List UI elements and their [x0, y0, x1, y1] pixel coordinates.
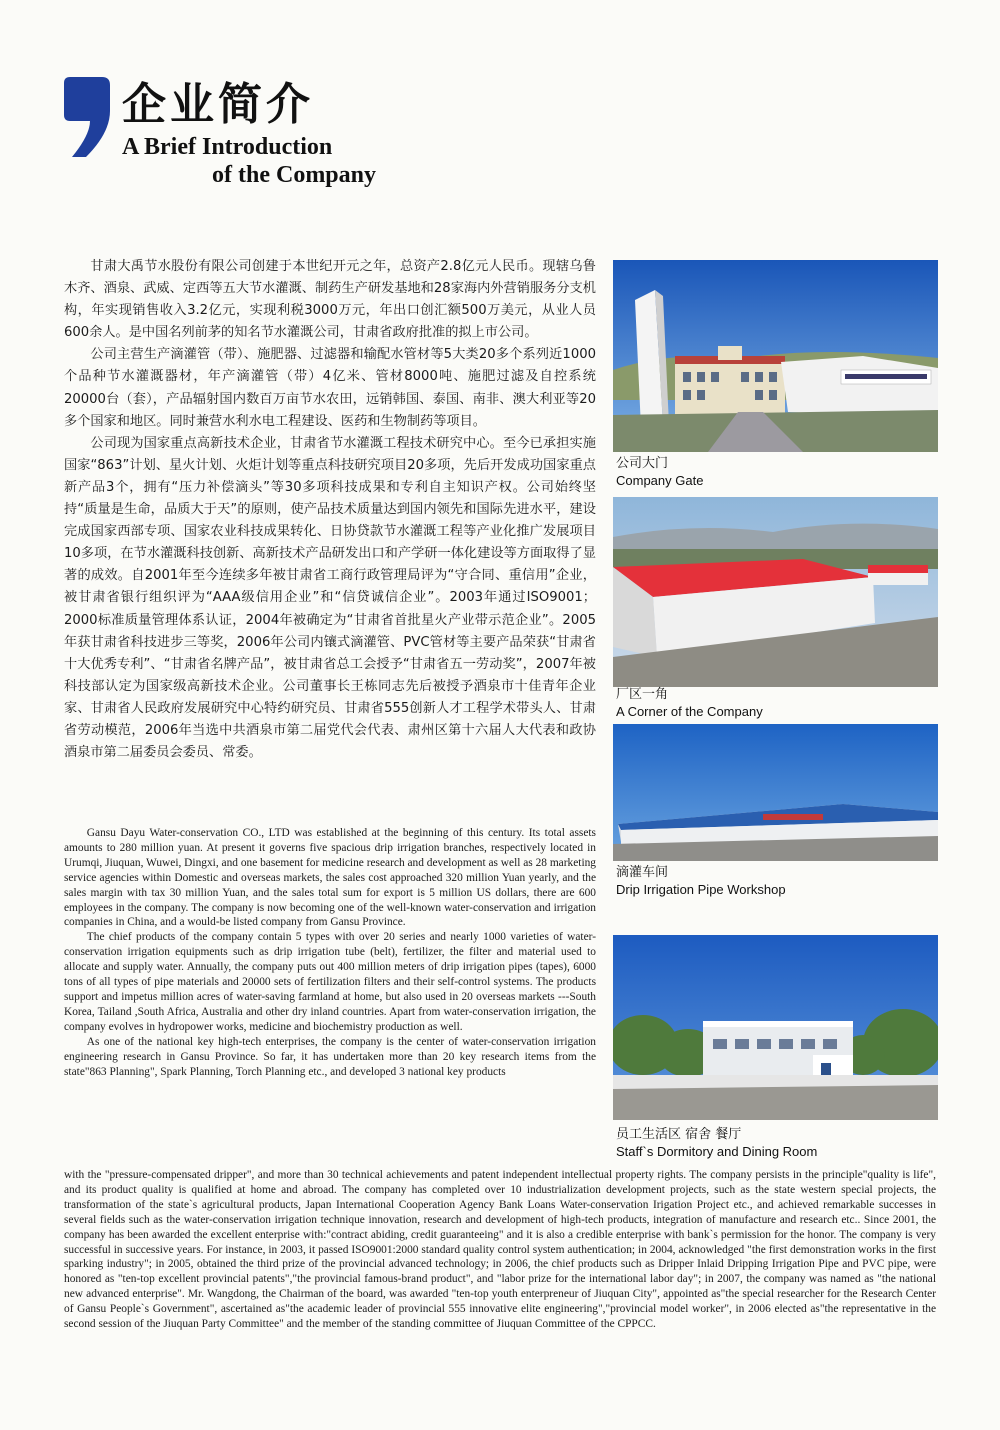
photo-staff-dormitory	[613, 935, 938, 1120]
page-title-en-line1: A Brief Introduction	[122, 134, 333, 160]
en-paragraph: The chief products of the company contain 5 types with over 20 series and nearly 1000 varieties of water-conservation irrigation equipments such as drip irrigation tube (belt), fertilizer, the filter and material used to allocate and supply water. Annually, the company puts out 400 million meters of drip irrigation pipes (tapes), 6000 tons of all types of pipe materials and 20000 sets of fertilization filters and their self-control systems. The products support and impetus million acres of water-saving farmland at home, but also used in 20 overseas markets ---South Korea, Tailand ,South Africa, Australia and other dry inland countries. Apart from water-conservation irrigation, the company evolves in hydropower works, medicine and biochemistry production as well.	[64, 931, 596, 1033]
english-introduction-continued	[64, 1168, 936, 1332]
caption-zh: 滴灌车间	[616, 865, 669, 880]
page-title-en-line2: of the Company	[212, 162, 377, 188]
caption-en: A Corner of the Company	[616, 704, 763, 719]
zh-paragraph: 公司现为国家重点高新技术企业，甘肃省节水灌溉工程技术研究中心。至今已承担实施 国家“863”计划、星火计划、火炬计划等重点科技研究项目20多项，先后开发成功国家重点新产品3个，拥有“压力补偿滴头”等30多项科技成果和专利自主知识产权。公司始终坚持“质量是生命，品质大于天”的原则，使产品技术质量达到国内领先和国际先进水平，建设完成国家西部专项、国家农业科技成果转化、日协贷款节水灌溉工程等产业化推广发展项目10多项，在节水灌溉科技创新、高新技术产品研发出口和产学研一体化建设等方面取得了显著的成效。自2001年至今连续多年被甘肃省工商行政管理局评为“守合同、重信用”企业，被甘肃省银行组织评为“AAA级信用企业”和“信贷诚信企业”。2003年通过ISO9001；2000标准质量管理体系认证，2004年被确定为“甘肃省首批星火产业带示范企业”。2005年获甘肃省科技进步三等奖，2006年公司内镶式滴灌管、PVC管材等主要产品荣获“甘肃省十大优秀专利”、“甘肃省名牌产品”，被甘肃省总工会授予“甘肃省五一劳动奖”，2007年被科技部认定为国家级高新技术企业。公司董事长王栋同志先后被授予酒泉市十佳青年企业家、甘肃省人民政府发展研究中心特约研究员、甘肃省555创新人才工程学术带头人、甘肃省劳动模范，2006年当选中共酒泉市第二届党代会代表、肃州区第十六届人大代表和政协酒泉市第二届委员会委员、常委。	[64, 435, 596, 761]
photo-pipe-workshop	[613, 724, 938, 861]
photo-company-gate	[613, 260, 938, 452]
comma-logo-mark	[60, 75, 115, 160]
english-introduction	[64, 826, 596, 1079]
caption-company-gate	[616, 455, 703, 489]
caption-zh: 厂区一角	[616, 687, 669, 702]
caption-en: Drip Irrigation Pipe Workshop	[616, 882, 786, 897]
caption-pipe-workshop	[616, 864, 786, 898]
zh-paragraph: 甘肃大禹节水股份有限公司创建于本世纪开元之年，总资产2.8亿元人民币。现辖乌鲁木齐、酒泉、武威、定西等五大节水灌溉、制药生产研发基地和28家海内外营销服务分支机构，年实现销售收入3.2亿元，实现利税3000万元，年出口创汇额500万美元，从业人员600余人。是中国名列前茅的知名节水灌溉公司，甘肃省政府批准的拟上市公司。	[64, 259, 596, 341]
photo-company-corner	[613, 497, 938, 687]
caption-en: Staff`s Dormitory and Dining Room	[616, 1144, 818, 1159]
page-title-zh: 企业简介	[122, 79, 314, 130]
caption-zh: 公司大门	[616, 456, 669, 471]
en-paragraph-continued: with the "pressure-compensated dripper", and more than 30 technical achievements and patent independent intellectual property rights. The company persists in the principle"quality is life", and its product quality is qualified at home and abroad. The company has completed over 10 industrialization development projects, such as the state western special projects, the transformation of the state`s agricultural products, Japan International Cooperation Agency Bank Loans Water-conservation Irigation Project etc., and achieved remarkable successes in several fields such as the water-conservation irrigation technique innovation, research and development of high-tech products, integration of manufacture and research etc.. Since 2001, the company has been awarded the excellent enterprise with:"contract abiding, credit guaranteeing" and it is also a credible enterprise with bank`s permission for the honor. The company is very successful in successive years. For instance, in 2003, it passed ISO9001:2000 standard quality control system authentication; in 2004, acknowledged "the first demonstration works in the first sparking industry"; in 2005, obtained the third prize of the provincial advanced technology; in 2006, the chief products such as Dripper Inlaid Dripping Irrigation Pipe and PVC pipe, were honored as "ten-top excellent provincial patents","the provincial famous-brand product", and "labor prize for the international labor day"; in 2007, the company was named as "the national new advanced enterprise". Mr. Wangdong, the Chairman of the board, was awarded "ten-top youth enterpreneur of Jiuquan City", appointed as"the special researcher for the Research Center of Gansu People`s Government", ascertained as"the academic leader of provincial 555 innovative elite engineering","provincial model worker", in 2006 elected as"the representative in the second session of the Jiuquan Party Committee" and the member of the standing committee of Jiuquan Committee of the CPPCC.	[64, 1169, 936, 1331]
caption-company-corner	[616, 686, 763, 720]
caption-en: Company Gate	[616, 473, 704, 488]
caption-staff-dormitory	[616, 1126, 817, 1160]
chinese-introduction	[64, 256, 596, 764]
en-paragraph: Gansu Dayu Water-conservation CO., LTD was established at the beginning of this century. Its total assets amounts to 280 million yuan. At present it governs five spacious drip irrigation branches, respectively located in Urumqi, Jiuquan, Wuwei, Dingxi, and one basement for medicine research and development as well as 28 marketing service agencies within Domestic and overseas markets, the sales cost approached 320 million Yuan yearly, and the sales margin with tax 30 million Yuan, and the sales total sum for export is 5 million US dollars, there are 600 employees in the company. The company is now becoming one of the well-known water-conservation and irrigation companies in China, and a would-be listed company from Gansu Province.	[64, 827, 597, 929]
en-paragraph: As one of the national key high-tech enterprises, the company is the center of water-conservation irrigation engineering research in Gansu Province. So far, it has undertaken more than 20 key research items from the state"863 Planning", Spark Planning, Torch Planning etc., and developed 3 national key products	[64, 1035, 596, 1078]
caption-zh: 员工生活区 宿舍 餐厅	[616, 1127, 742, 1142]
zh-paragraph: 公司主营生产滴灌管（带）、施肥器、过滤器和输配水管材等5大类20多个系列近1000个品种节水灌溉器材，年产滴灌管（带）4亿米、管材8000吨、施肥过滤及自控系统20000台（套），产品辐射国内数百万亩节水农田，远销韩国、泰国、南非、澳大利亚等20多个国家和地区。同时兼营水利水电工程建设、医药和生物制药等项目。	[64, 347, 596, 429]
